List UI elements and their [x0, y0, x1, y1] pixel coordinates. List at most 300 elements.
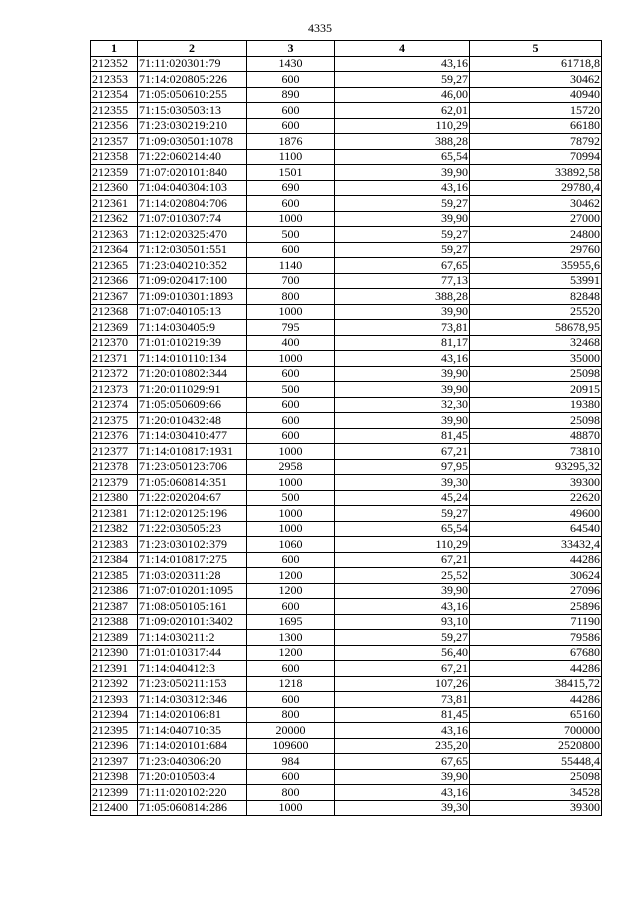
value-cell: 40940 — [470, 87, 602, 103]
table-row — [91, 785, 602, 801]
table-row — [91, 444, 602, 460]
row-number-cell: 212393 — [91, 692, 138, 708]
rate-cell: 39,90 — [335, 413, 470, 429]
area-cell: 890 — [247, 87, 335, 103]
area-cell: 700 — [247, 273, 335, 289]
table-row — [91, 211, 602, 227]
rate-cell: 39,90 — [335, 366, 470, 382]
value-cell: 66180 — [470, 118, 602, 134]
cadastral-number-cell: 71:01:010219:39 — [138, 335, 247, 351]
cadastral-number-cell: 71:01:010317:44 — [138, 645, 247, 661]
cadastral-number-cell: 71:05:060814:351 — [138, 475, 247, 491]
area-cell: 1000 — [247, 351, 335, 367]
rate-cell: 46,00 — [335, 87, 470, 103]
rate-cell: 39,30 — [335, 800, 470, 816]
value-cell: 93295,32 — [470, 459, 602, 475]
row-number-cell: 212355 — [91, 103, 138, 119]
rate-cell: 110,29 — [335, 118, 470, 134]
table-row — [91, 506, 602, 522]
table-row — [91, 335, 602, 351]
table-row — [91, 320, 602, 336]
table-row — [91, 459, 602, 475]
value-cell: 34528 — [470, 785, 602, 801]
table-row — [91, 428, 602, 444]
cadastral-number-cell: 71:12:020125:196 — [138, 506, 247, 522]
value-cell: 78792 — [470, 134, 602, 150]
cadastral-number-cell: 71:14:020805:226 — [138, 72, 247, 88]
cadastral-number-cell: 71:09:010301:1893 — [138, 289, 247, 305]
rate-cell: 65,54 — [335, 521, 470, 537]
cadastral-number-cell: 71:14:030405:9 — [138, 320, 247, 336]
table-row — [91, 87, 602, 103]
row-number-cell: 212375 — [91, 413, 138, 429]
row-number-cell: 212354 — [91, 87, 138, 103]
value-cell: 15720 — [470, 103, 602, 119]
area-cell: 109600 — [247, 738, 335, 754]
rate-cell: 93,10 — [335, 614, 470, 630]
row-number-cell: 212358 — [91, 149, 138, 165]
rate-cell: 45,24 — [335, 490, 470, 506]
area-cell: 600 — [247, 769, 335, 785]
area-cell: 1501 — [247, 165, 335, 181]
cadastral-number-cell: 71:15:030503:13 — [138, 103, 247, 119]
column-header-4: 4 — [335, 41, 470, 57]
value-cell: 79586 — [470, 630, 602, 646]
row-number-cell: 212369 — [91, 320, 138, 336]
area-cell: 800 — [247, 289, 335, 305]
rate-cell: 67,65 — [335, 258, 470, 274]
area-cell: 600 — [247, 397, 335, 413]
header-row — [91, 41, 602, 57]
area-cell: 1200 — [247, 568, 335, 584]
table-row — [91, 552, 602, 568]
row-number-cell: 212390 — [91, 645, 138, 661]
cadastral-number-cell: 71:14:040710:35 — [138, 723, 247, 739]
rate-cell: 39,30 — [335, 475, 470, 491]
cadastral-number-cell: 71:03:020311:28 — [138, 568, 247, 584]
value-cell: 2520800 — [470, 738, 602, 754]
cadastral-number-cell: 71:23:030102:379 — [138, 537, 247, 553]
cadastral-number-cell: 71:20:010432:48 — [138, 413, 247, 429]
value-cell: 30462 — [470, 72, 602, 88]
value-cell: 29760 — [470, 242, 602, 258]
cadastral-number-cell: 71:20:010802:344 — [138, 366, 247, 382]
table-row — [91, 304, 602, 320]
table-row — [91, 118, 602, 134]
row-number-cell: 212398 — [91, 769, 138, 785]
value-cell: 44286 — [470, 692, 602, 708]
rate-cell: 43,16 — [335, 351, 470, 367]
value-cell: 27000 — [470, 211, 602, 227]
value-cell: 44286 — [470, 661, 602, 677]
value-cell: 38415,72 — [470, 676, 602, 692]
value-cell: 25098 — [470, 366, 602, 382]
value-cell: 29780,4 — [470, 180, 602, 196]
row-number-cell: 212359 — [91, 165, 138, 181]
value-cell: 65160 — [470, 707, 602, 723]
area-cell: 1000 — [247, 211, 335, 227]
cadastral-number-cell: 71:14:020101:684 — [138, 738, 247, 754]
table-row — [91, 599, 602, 615]
area-cell: 600 — [247, 413, 335, 429]
table-row — [91, 289, 602, 305]
cadastral-number-cell: 71:07:020101:840 — [138, 165, 247, 181]
table-row — [91, 769, 602, 785]
area-cell: 500 — [247, 490, 335, 506]
rate-cell: 110,29 — [335, 537, 470, 553]
cadastral-number-cell: 71:23:030219:210 — [138, 118, 247, 134]
cadastral-number-cell: 71:22:020204:67 — [138, 490, 247, 506]
column-header-3: 3 — [247, 41, 335, 57]
cadastral-number-cell: 71:07:040105:13 — [138, 304, 247, 320]
row-number-cell: 212386 — [91, 583, 138, 599]
table-row — [91, 103, 602, 119]
rate-cell: 39,90 — [335, 211, 470, 227]
rate-cell: 62,01 — [335, 103, 470, 119]
area-cell: 800 — [247, 785, 335, 801]
area-cell: 20000 — [247, 723, 335, 739]
value-cell: 27096 — [470, 583, 602, 599]
area-cell: 600 — [247, 118, 335, 134]
value-cell: 25520 — [470, 304, 602, 320]
value-cell: 35000 — [470, 351, 602, 367]
row-number-cell: 212360 — [91, 180, 138, 196]
cadastral-number-cell: 71:23:050211:153 — [138, 676, 247, 692]
table-row — [91, 568, 602, 584]
row-number-cell: 212397 — [91, 754, 138, 770]
area-cell: 690 — [247, 180, 335, 196]
table-row — [91, 258, 602, 274]
value-cell: 39300 — [470, 800, 602, 816]
rate-cell: 73,81 — [335, 692, 470, 708]
rate-cell: 81,45 — [335, 707, 470, 723]
table-row — [91, 583, 602, 599]
area-cell: 1100 — [247, 149, 335, 165]
row-number-cell: 212357 — [91, 134, 138, 150]
area-cell: 600 — [247, 196, 335, 212]
value-cell: 53991 — [470, 273, 602, 289]
value-cell: 70994 — [470, 149, 602, 165]
area-cell: 600 — [247, 72, 335, 88]
table-row — [91, 366, 602, 382]
row-number-cell: 212374 — [91, 397, 138, 413]
value-cell: 25896 — [470, 599, 602, 615]
row-number-cell: 212361 — [91, 196, 138, 212]
table-row — [91, 754, 602, 770]
value-cell: 58678,95 — [470, 320, 602, 336]
area-cell: 600 — [247, 692, 335, 708]
area-cell: 1000 — [247, 521, 335, 537]
area-cell: 1060 — [247, 537, 335, 553]
area-cell: 600 — [247, 103, 335, 119]
area-cell: 600 — [247, 599, 335, 615]
table-row — [91, 676, 602, 692]
row-number-cell: 212389 — [91, 630, 138, 646]
value-cell: 24800 — [470, 227, 602, 243]
row-number-cell: 212394 — [91, 707, 138, 723]
rate-cell: 67,21 — [335, 552, 470, 568]
table-row — [91, 273, 602, 289]
column-header-2: 2 — [138, 41, 247, 57]
value-cell: 71190 — [470, 614, 602, 630]
table-body — [91, 56, 602, 816]
cadastral-number-cell: 71:23:040306:20 — [138, 754, 247, 770]
cadastral-number-cell: 71:09:020101:3402 — [138, 614, 247, 630]
cadastral-number-cell: 71:14:030312:346 — [138, 692, 247, 708]
area-cell: 1200 — [247, 583, 335, 599]
table-row — [91, 242, 602, 258]
row-number-cell: 212380 — [91, 490, 138, 506]
value-cell: 25098 — [470, 413, 602, 429]
value-cell: 82848 — [470, 289, 602, 305]
table-row — [91, 351, 602, 367]
value-cell: 49600 — [470, 506, 602, 522]
value-cell: 73810 — [470, 444, 602, 460]
rate-cell: 59,27 — [335, 196, 470, 212]
table-row — [91, 521, 602, 537]
row-number-cell: 212395 — [91, 723, 138, 739]
cadastral-number-cell: 71:20:010503:4 — [138, 769, 247, 785]
table-row — [91, 692, 602, 708]
cadastral-number-cell: 71:07:010307:74 — [138, 211, 247, 227]
value-cell: 700000 — [470, 723, 602, 739]
cadastral-number-cell: 71:09:030501:1078 — [138, 134, 247, 150]
column-header-5: 5 — [470, 41, 602, 57]
table-row — [91, 661, 602, 677]
table-row — [91, 165, 602, 181]
row-number-cell: 212367 — [91, 289, 138, 305]
area-cell: 1000 — [247, 800, 335, 816]
row-number-cell: 212365 — [91, 258, 138, 274]
rate-cell: 59,27 — [335, 506, 470, 522]
column-header-1: 1 — [91, 41, 138, 57]
area-cell: 1695 — [247, 614, 335, 630]
area-cell: 984 — [247, 754, 335, 770]
cadastral-number-cell: 71:14:030211:2 — [138, 630, 247, 646]
cadastral-number-cell: 71:12:030501:551 — [138, 242, 247, 258]
area-cell: 1000 — [247, 304, 335, 320]
rate-cell: 32,30 — [335, 397, 470, 413]
table-row — [91, 645, 602, 661]
area-cell: 1218 — [247, 676, 335, 692]
rate-cell: 67,21 — [335, 444, 470, 460]
row-number-cell: 212379 — [91, 475, 138, 491]
table-row — [91, 134, 602, 150]
row-number-cell: 212377 — [91, 444, 138, 460]
rate-cell: 25,52 — [335, 568, 470, 584]
row-number-cell: 212371 — [91, 351, 138, 367]
area-cell: 400 — [247, 335, 335, 351]
table-row — [91, 537, 602, 553]
row-number-cell: 212364 — [91, 242, 138, 258]
rate-cell: 235,20 — [335, 738, 470, 754]
cadastral-number-cell: 71:22:060214:40 — [138, 149, 247, 165]
rate-cell: 97,95 — [335, 459, 470, 475]
area-cell: 1000 — [247, 444, 335, 460]
value-cell: 48870 — [470, 428, 602, 444]
row-number-cell: 212381 — [91, 506, 138, 522]
value-cell: 64540 — [470, 521, 602, 537]
cadastral-number-cell: 71:07:010201:1095 — [138, 583, 247, 599]
value-cell: 39300 — [470, 475, 602, 491]
row-number-cell: 212400 — [91, 800, 138, 816]
row-number-cell: 212356 — [91, 118, 138, 134]
table-row — [91, 149, 602, 165]
area-cell: 500 — [247, 382, 335, 398]
area-cell: 600 — [247, 661, 335, 677]
area-cell: 1876 — [247, 134, 335, 150]
rate-cell: 81,45 — [335, 428, 470, 444]
value-cell: 55448,4 — [470, 754, 602, 770]
cadastral-number-cell: 71:05:050609:66 — [138, 397, 247, 413]
table-row — [91, 614, 602, 630]
area-cell: 1200 — [247, 645, 335, 661]
cadastral-number-cell: 71:14:040412:3 — [138, 661, 247, 677]
rate-cell: 67,21 — [335, 661, 470, 677]
row-number-cell: 212396 — [91, 738, 138, 754]
cadastral-number-cell: 71:05:050610:255 — [138, 87, 247, 103]
row-number-cell: 212372 — [91, 366, 138, 382]
rate-cell: 39,90 — [335, 583, 470, 599]
cadastral-number-cell: 71:14:020804:706 — [138, 196, 247, 212]
row-number-cell: 212368 — [91, 304, 138, 320]
row-number-cell: 212387 — [91, 599, 138, 615]
table-row — [91, 56, 602, 72]
cadastral-number-cell: 71:12:020325:470 — [138, 227, 247, 243]
rate-cell: 388,28 — [335, 289, 470, 305]
cadastral-number-cell: 71:11:020102:220 — [138, 785, 247, 801]
row-number-cell: 212373 — [91, 382, 138, 398]
rate-cell: 39,90 — [335, 165, 470, 181]
rate-cell: 43,16 — [335, 723, 470, 739]
row-number-cell: 212392 — [91, 676, 138, 692]
cadastral-number-cell: 71:09:020417:100 — [138, 273, 247, 289]
value-cell: 25098 — [470, 769, 602, 785]
row-number-cell: 212399 — [91, 785, 138, 801]
table-row — [91, 800, 602, 816]
cadastral-number-cell: 71:14:020106:81 — [138, 707, 247, 723]
area-cell: 1140 — [247, 258, 335, 274]
table-row — [91, 227, 602, 243]
table-row — [91, 630, 602, 646]
table-row — [91, 413, 602, 429]
area-cell: 800 — [247, 707, 335, 723]
value-cell: 30624 — [470, 568, 602, 584]
row-number-cell: 212366 — [91, 273, 138, 289]
value-cell: 22620 — [470, 490, 602, 506]
value-cell: 19380 — [470, 397, 602, 413]
table-row — [91, 490, 602, 506]
row-number-cell: 212391 — [91, 661, 138, 677]
value-cell: 33432,4 — [470, 537, 602, 553]
rate-cell: 65,54 — [335, 149, 470, 165]
cadastral-number-cell: 71:14:010817:275 — [138, 552, 247, 568]
value-cell: 30462 — [470, 196, 602, 212]
table-row — [91, 397, 602, 413]
cadastral-number-cell: 71:23:050123:706 — [138, 459, 247, 475]
rate-cell: 59,27 — [335, 242, 470, 258]
value-cell: 61718,8 — [470, 56, 602, 72]
area-cell: 2958 — [247, 459, 335, 475]
value-cell: 44286 — [470, 552, 602, 568]
area-cell: 1000 — [247, 475, 335, 491]
cadastral-number-cell: 71:20:011029:91 — [138, 382, 247, 398]
area-cell: 1300 — [247, 630, 335, 646]
rate-cell: 67,65 — [335, 754, 470, 770]
rate-cell: 59,27 — [335, 227, 470, 243]
row-number-cell: 212363 — [91, 227, 138, 243]
cadastral-number-cell: 71:22:030505:23 — [138, 521, 247, 537]
rate-cell: 43,16 — [335, 785, 470, 801]
rate-cell: 77,13 — [335, 273, 470, 289]
value-cell: 20915 — [470, 382, 602, 398]
cadastral-number-cell: 71:11:020301:79 — [138, 56, 247, 72]
row-number-cell: 212353 — [91, 72, 138, 88]
area-cell: 795 — [247, 320, 335, 336]
area-cell: 1430 — [247, 56, 335, 72]
table-row — [91, 738, 602, 754]
row-number-cell: 212388 — [91, 614, 138, 630]
table-row — [91, 382, 602, 398]
rate-cell: 39,90 — [335, 382, 470, 398]
rate-cell: 59,27 — [335, 630, 470, 646]
page-number: 4335 — [308, 21, 332, 35]
rate-cell: 39,90 — [335, 769, 470, 785]
cadastral-number-cell: 71:05:060814:286 — [138, 800, 247, 816]
table-row — [91, 180, 602, 196]
cadastral-number-cell: 71:14:010817:1931 — [138, 444, 247, 460]
area-cell: 1000 — [247, 506, 335, 522]
row-number-cell: 212383 — [91, 537, 138, 553]
table-row — [91, 72, 602, 88]
rate-cell: 107,26 — [335, 676, 470, 692]
row-number-cell: 212384 — [91, 552, 138, 568]
table-row — [91, 707, 602, 723]
cadastral-number-cell: 71:23:040210:352 — [138, 258, 247, 274]
rate-cell: 56,40 — [335, 645, 470, 661]
row-number-cell: 212382 — [91, 521, 138, 537]
value-cell: 67680 — [470, 645, 602, 661]
rate-cell: 43,16 — [335, 599, 470, 615]
area-cell: 600 — [247, 366, 335, 382]
value-cell: 35955,6 — [470, 258, 602, 274]
rate-cell: 81,17 — [335, 335, 470, 351]
row-number-cell: 212378 — [91, 459, 138, 475]
area-cell: 600 — [247, 428, 335, 444]
cadastral-number-cell: 71:14:030410:477 — [138, 428, 247, 444]
row-number-cell: 212370 — [91, 335, 138, 351]
rate-cell: 43,16 — [335, 180, 470, 196]
rate-cell: 73,81 — [335, 320, 470, 336]
rate-cell: 388,28 — [335, 134, 470, 150]
rate-cell: 59,27 — [335, 72, 470, 88]
value-cell: 33892,58 — [470, 165, 602, 181]
cadastral-number-cell: 71:04:040304:103 — [138, 180, 247, 196]
area-cell: 600 — [247, 242, 335, 258]
row-number-cell: 212376 — [91, 428, 138, 444]
row-number-cell: 212362 — [91, 211, 138, 227]
table-row — [91, 475, 602, 491]
rate-cell: 43,16 — [335, 56, 470, 72]
table-row — [91, 723, 602, 739]
table-row — [91, 196, 602, 212]
row-number-cell: 212385 — [91, 568, 138, 584]
cadastral-number-cell: 71:08:050105:161 — [138, 599, 247, 615]
area-cell: 500 — [247, 227, 335, 243]
row-number-cell: 212352 — [91, 56, 138, 72]
area-cell: 600 — [247, 552, 335, 568]
cadastral-number-cell: 71:14:010110:134 — [138, 351, 247, 367]
